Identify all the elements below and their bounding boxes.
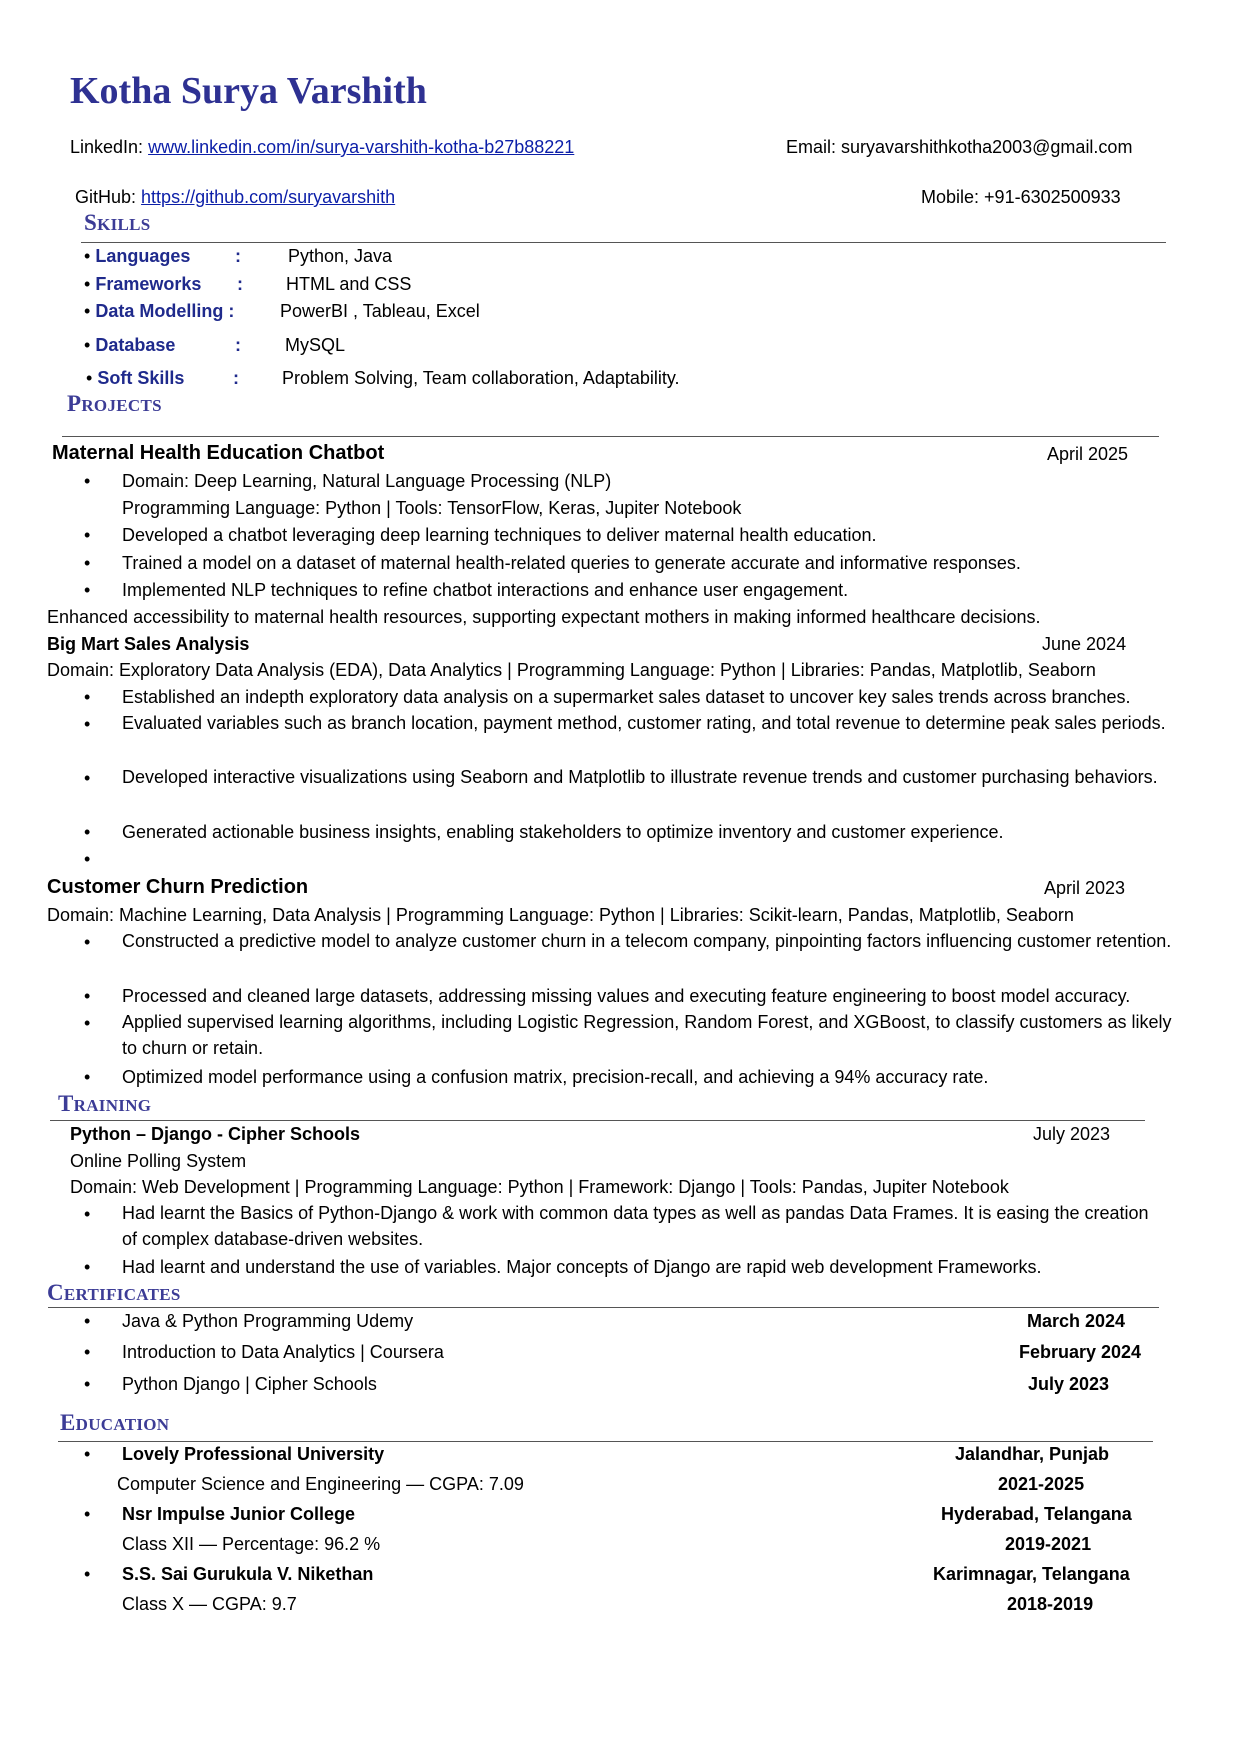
bullet-icon: • [84, 822, 91, 842]
certificate-name: Java & Python Programming Udemy [122, 1311, 414, 1331]
bullet-icon: • [84, 1564, 91, 1584]
email-label: Email: [786, 137, 837, 157]
project-bullet: Applied supervised learning algorithms, including Logistic Regression, Random Forest, and XGBoost, to classify customers as likely to churn or retain. [122, 1012, 1172, 1058]
skill-row: • Frameworks [84, 274, 202, 294]
training-title: Python – Django - Cipher Schools [70, 1124, 361, 1144]
project-bullet: Generated actionable business insights, enabling stakeholders to optimize inventory and customer experience. [122, 822, 1004, 842]
bullet-icon: • [84, 1504, 91, 1524]
bullet-icon: • [84, 1204, 91, 1224]
bullet-icon: • [84, 553, 91, 573]
project-bullet: Evaluated variables such as branch location, payment method, customer rating, and total revenue to determine peak sales periods. [122, 713, 1166, 733]
education-years: 2021-2025 [998, 1474, 1085, 1494]
bullet-icon: • [84, 1342, 91, 1362]
training-bullet: Had learnt and understand the use of variables. Major concepts of Django are rapid web development Frameworks. [122, 1257, 1042, 1277]
certificate-date: February 2024 [1019, 1342, 1142, 1362]
skill-row: • Soft Skills [86, 368, 185, 388]
education-detail: Computer Science and Engineering — CGPA: 7.09 [117, 1474, 524, 1494]
training-domain: Domain: Web Development | Programming Language: Python | Framework: Django | Tools: Pandas, Jupiter Notebook [70, 1177, 1009, 1197]
training-bullet: Had learnt the Basics of Python-Django & work with common data types as well as pandas Data Frames. It is easing the creation of complex database-driven websites. [122, 1203, 1149, 1249]
skill-separator: : [233, 368, 239, 388]
project-bullet: Constructed a predictive model to analyze customer churn in a telecom company, pinpointing factors influencing customer retention. [122, 931, 1172, 951]
section-heading-education: EDUCATION [60, 1410, 170, 1435]
project-title: Maternal Health Education Chatbot [52, 442, 385, 464]
project-title: Big Mart Sales Analysis [47, 634, 250, 654]
certificate-name: Python Django | Cipher Schools [122, 1374, 377, 1394]
skill-value: PowerBI , Tableau, Excel [280, 301, 480, 321]
school-location: Hyderabad, Telangana [941, 1504, 1132, 1524]
project-bullet: Processed and cleaned large datasets, addressing missing values and executing feature engineering to boost model accuracy. [122, 986, 1131, 1006]
education-detail: Class X — CGPA: 9.7 [122, 1594, 297, 1614]
certificate-date: July 2023 [1028, 1374, 1110, 1394]
bullet-icon: • [84, 714, 91, 734]
project-domain: Domain: Exploratory Data Analysis (EDA), Data Analytics | Programming Language: Python | Libraries: Pandas, Matplotlib, Seaborn [47, 660, 1096, 680]
skill-row: • Languages [84, 246, 191, 266]
project-bullet: Programming Language: Python | Tools: TensorFlow, Keras, Jupiter Notebook [122, 498, 742, 518]
skill-value: Python, Java [288, 246, 393, 266]
email-value: suryavarshithkotha2003@gmail.com [841, 137, 1133, 157]
skill-separator: : [235, 246, 241, 266]
education-years: 2018-2019 [1007, 1594, 1094, 1614]
school-name: S.S. Sai Gurukula V. Nikethan [122, 1564, 374, 1584]
project-date: June 2024 [1042, 634, 1127, 654]
training-subtitle: Online Polling System [70, 1151, 247, 1171]
project-bullet: Implemented NLP techniques to refine chatbot interactions and enhance user engagement. [122, 580, 849, 600]
linkedin-link[interactable]: www.linkedin.com/in/surya-varshith-kotha-b27b88221 [148, 137, 575, 157]
section-heading-projects: PROJECTS [67, 391, 162, 416]
bullet-icon: • [84, 1257, 91, 1277]
project-summary: Enhanced accessibility to maternal health resources, supporting expectant mothers in making informed healthcare decisions. [47, 607, 1041, 627]
project-title: Customer Churn Prediction [47, 876, 309, 898]
mobile-row [921, 188, 1121, 206]
bullet-icon: • [84, 525, 91, 545]
training-date: July 2023 [1033, 1124, 1111, 1144]
bullet-icon: • [84, 1311, 91, 1331]
section-divider [81, 242, 1166, 243]
certificate-name: Introduction to Data Analytics | Coursera [122, 1342, 444, 1362]
project-domain: Domain: Machine Learning, Data Analysis | Programming Language: Python | Libraries: Scikit-learn, Pandas, Matplotlib, Seaborn [47, 905, 1074, 925]
linkedin-label: LinkedIn: [70, 137, 144, 157]
project-bullet: Optimized model performance using a confusion matrix, precision-recall, and achieving a 94% accuracy rate. [122, 1067, 989, 1087]
bullet-icon: • [84, 687, 91, 707]
bullet-icon: • [84, 932, 91, 952]
section-divider [62, 436, 1159, 437]
project-bullet: Trained a model on a dataset of maternal health-related queries to generate accurate and informative responses. [122, 553, 1021, 573]
section-heading-training: TRAINING [58, 1091, 152, 1116]
bullet-icon: • [84, 580, 91, 600]
project-bullet: Developed a chatbot leveraging deep learning techniques to deliver maternal health education. [122, 525, 877, 545]
bullet-icon: • [84, 768, 91, 788]
email-row [786, 138, 1132, 156]
skill-value: Problem Solving, Team collaboration, Adaptability. [282, 368, 680, 388]
school-name: Lovely Professional University [122, 1444, 385, 1464]
section-divider [48, 1307, 1159, 1308]
school-location: Jalandhar, Punjab [955, 1444, 1110, 1464]
project-bullet: Developed interactive visualizations using Seaborn and Matplotlib to illustrate revenue trends and customer purchasing behaviors. [122, 767, 1158, 787]
linkedin-row [70, 138, 574, 156]
certificate-date: March 2024 [1027, 1311, 1126, 1331]
skill-separator: : [237, 274, 243, 294]
bullet-icon: • [84, 1444, 91, 1464]
project-date: April 2023 [1044, 878, 1126, 898]
skill-row: • Database [84, 335, 176, 355]
skill-row: • Data Modelling : [84, 301, 235, 321]
bullet-icon: • [84, 1067, 91, 1087]
skill-value: HTML and CSS [286, 274, 412, 294]
education-detail: Class XII — Percentage: 96.2 % [122, 1534, 381, 1554]
github-label: GitHub: [75, 187, 137, 207]
skill-value: MySQL [285, 335, 346, 355]
bullet-icon: • [84, 1374, 91, 1394]
section-divider [58, 1441, 1153, 1442]
project-bullet: Domain: Deep Learning, Natural Language Processing (NLP) [122, 471, 612, 491]
section-heading-certificates: CERTIFICATES [47, 1280, 181, 1305]
github-row [75, 188, 395, 206]
education-years: 2019-2021 [1005, 1534, 1092, 1554]
project-bullet: Established an indepth exploratory data analysis on a supermarket sales dataset to uncover key sales trends across branches. [122, 687, 1131, 707]
github-link[interactable]: https://github.com/suryavarshith [141, 187, 396, 207]
bullet-icon: • [84, 849, 91, 869]
bullet-icon: • [84, 471, 91, 491]
section-divider [50, 1120, 1145, 1121]
school-location: Karimnagar, Telangana [933, 1564, 1130, 1584]
bullet-icon: • [84, 1013, 91, 1033]
candidate-name: Kotha Surya Varshith [70, 70, 427, 112]
project-date: April 2025 [1047, 444, 1129, 464]
section-heading-skills: SKILLS [84, 210, 151, 235]
mobile-value: +91-6302500933 [984, 187, 1121, 207]
school-name: Nsr Impulse Junior College [122, 1504, 356, 1524]
skill-separator: : [235, 335, 241, 355]
mobile-label: Mobile: [921, 187, 980, 207]
bullet-icon: • [84, 986, 91, 1006]
